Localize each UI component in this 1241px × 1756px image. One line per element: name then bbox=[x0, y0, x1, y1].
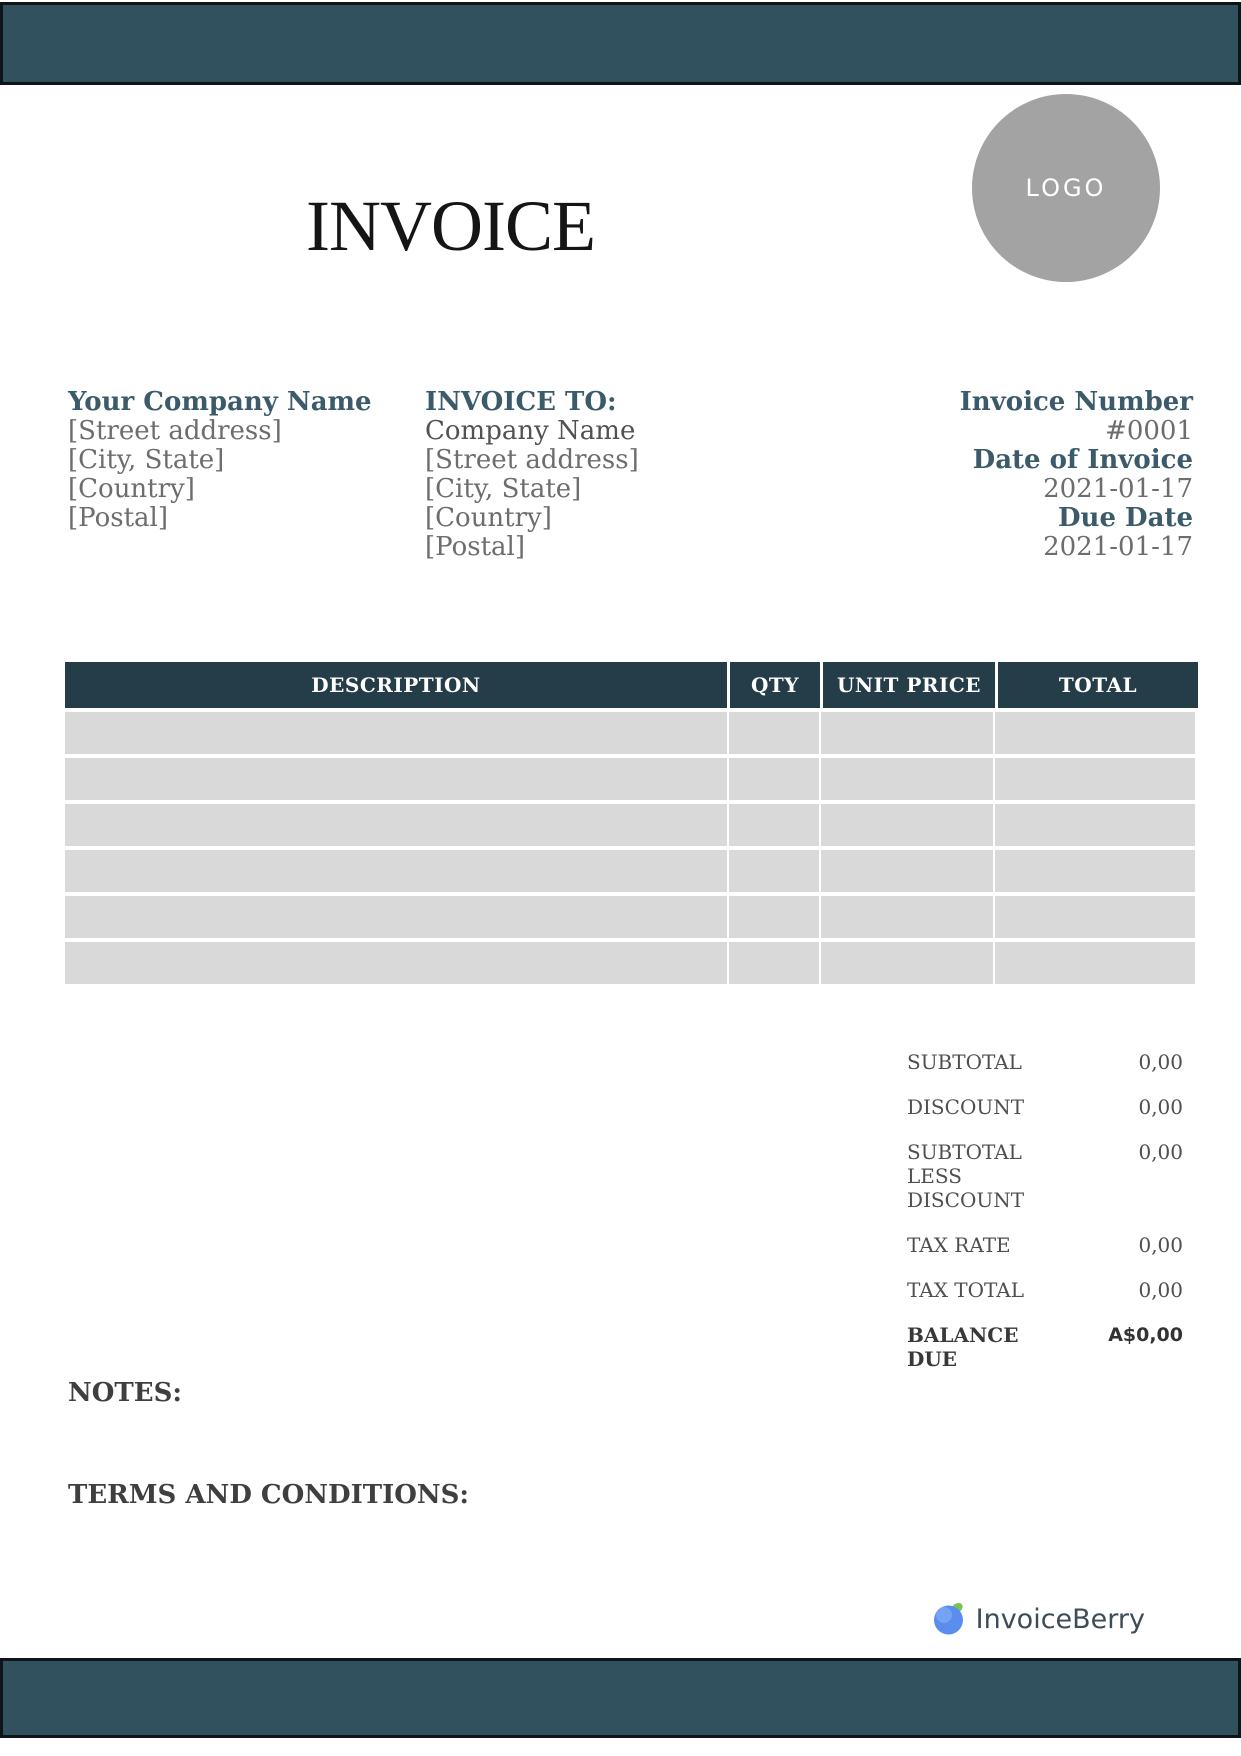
column-header-qty: QTY bbox=[730, 662, 820, 708]
totals-row-subtotal-less-discount bbox=[907, 1140, 1183, 1212]
logo-placeholder bbox=[972, 94, 1160, 282]
sender-street: [Street address] bbox=[68, 416, 282, 446]
recipient-street: [Street address] bbox=[425, 445, 639, 475]
table-cell bbox=[995, 850, 1195, 892]
table-cell bbox=[821, 896, 993, 938]
table-cell bbox=[995, 896, 1195, 938]
table-row bbox=[65, 942, 1195, 984]
terms-and-conditions-label: TERMS AND CONDITIONS: bbox=[68, 1480, 470, 1510]
bottom-accent-bar bbox=[0, 1658, 1241, 1738]
table-cell bbox=[821, 804, 993, 846]
table-cell bbox=[729, 712, 819, 754]
tax-rate-value: 0,00 bbox=[1138, 1233, 1183, 1257]
table-cell bbox=[821, 758, 993, 800]
sender-city-state: [City, State] bbox=[68, 445, 225, 475]
invoice-number-value: #0001 bbox=[1105, 416, 1193, 446]
table-cell bbox=[821, 850, 993, 892]
notes-label: NOTES: bbox=[68, 1378, 182, 1408]
column-header-description: DESCRIPTION bbox=[65, 662, 727, 708]
table-cell bbox=[65, 804, 727, 846]
sender-address-block bbox=[68, 388, 408, 533]
balance-due-value: A$0,00 bbox=[1108, 1324, 1183, 1346]
totals-row-tax-total bbox=[907, 1278, 1183, 1302]
table-row bbox=[65, 712, 1195, 754]
recipient-postal: [Postal] bbox=[425, 532, 525, 562]
recipient-country: [Country] bbox=[425, 503, 552, 533]
table-body bbox=[65, 712, 1195, 984]
table-cell bbox=[65, 896, 727, 938]
table-row bbox=[65, 804, 1195, 846]
recipient-city-state: [City, State] bbox=[425, 474, 582, 504]
invoice-number-label: Invoice Number bbox=[959, 387, 1193, 417]
table-cell bbox=[821, 712, 993, 754]
totals-row-discount bbox=[907, 1095, 1183, 1119]
table-cell bbox=[995, 942, 1195, 984]
due-date-value: 2021-01-17 bbox=[1043, 532, 1193, 562]
table-cell bbox=[821, 942, 993, 984]
invoiceberry-berry-icon bbox=[933, 1602, 967, 1636]
discount-label: DISCOUNT bbox=[907, 1095, 1025, 1119]
invoiceberry-branding bbox=[933, 1602, 1145, 1636]
invoice-date-label: Date of Invoice bbox=[972, 445, 1193, 475]
totals-section bbox=[907, 1050, 1183, 1392]
tax-rate-label: TAX RATE bbox=[907, 1233, 1011, 1257]
due-date-label: Due Date bbox=[1058, 503, 1193, 533]
table-cell bbox=[65, 942, 727, 984]
subtotal-less-discount-label: SUBTOTAL LESS DISCOUNT bbox=[907, 1140, 1025, 1212]
table-cell bbox=[995, 804, 1195, 846]
table-row bbox=[65, 758, 1195, 800]
tax-total-label: TAX TOTAL bbox=[907, 1278, 1024, 1302]
invoice-meta-block bbox=[863, 388, 1193, 562]
table-cell bbox=[729, 804, 819, 846]
table-cell bbox=[65, 758, 727, 800]
invoice-to-block bbox=[425, 388, 755, 562]
invoiceberry-wordmark: InvoiceBerry bbox=[975, 1603, 1145, 1635]
line-items-table bbox=[65, 662, 1195, 984]
totals-row-balance-due bbox=[907, 1323, 1183, 1371]
table-cell bbox=[995, 758, 1195, 800]
totals-row-subtotal bbox=[907, 1050, 1183, 1074]
balance-due-label: BALANCE DUE bbox=[907, 1323, 1019, 1371]
recipient-company-name: Company Name bbox=[425, 416, 636, 446]
table-cell bbox=[65, 712, 727, 754]
table-cell bbox=[729, 850, 819, 892]
invoice-date-value: 2021-01-17 bbox=[1043, 474, 1193, 504]
discount-value: 0,00 bbox=[1138, 1095, 1183, 1119]
table-cell bbox=[729, 896, 819, 938]
subtotal-value: 0,00 bbox=[1138, 1050, 1183, 1074]
table-cell bbox=[995, 712, 1195, 754]
table-row bbox=[65, 896, 1195, 938]
sender-country: [Country] bbox=[68, 474, 195, 504]
totals-row-tax-rate bbox=[907, 1233, 1183, 1257]
column-header-unit-price: UNIT PRICE bbox=[823, 662, 995, 708]
top-accent-bar bbox=[0, 2, 1241, 85]
table-header-row bbox=[65, 662, 1195, 708]
subtotal-label: SUBTOTAL bbox=[907, 1050, 1022, 1074]
subtotal-less-discount-value: 0,00 bbox=[1138, 1140, 1183, 1164]
table-cell bbox=[65, 850, 727, 892]
table-cell bbox=[729, 942, 819, 984]
invoice-to-heading: INVOICE TO: bbox=[425, 387, 617, 417]
logo-placeholder-text: LOGO bbox=[1025, 174, 1107, 202]
sender-company-name: Your Company Name bbox=[68, 387, 372, 417]
sender-postal: [Postal] bbox=[68, 503, 168, 533]
table-cell bbox=[729, 758, 819, 800]
table-row bbox=[65, 850, 1195, 892]
tax-total-value: 0,00 bbox=[1138, 1278, 1183, 1302]
page-title: INVOICE bbox=[306, 186, 595, 266]
column-header-total: TOTAL bbox=[998, 662, 1198, 708]
